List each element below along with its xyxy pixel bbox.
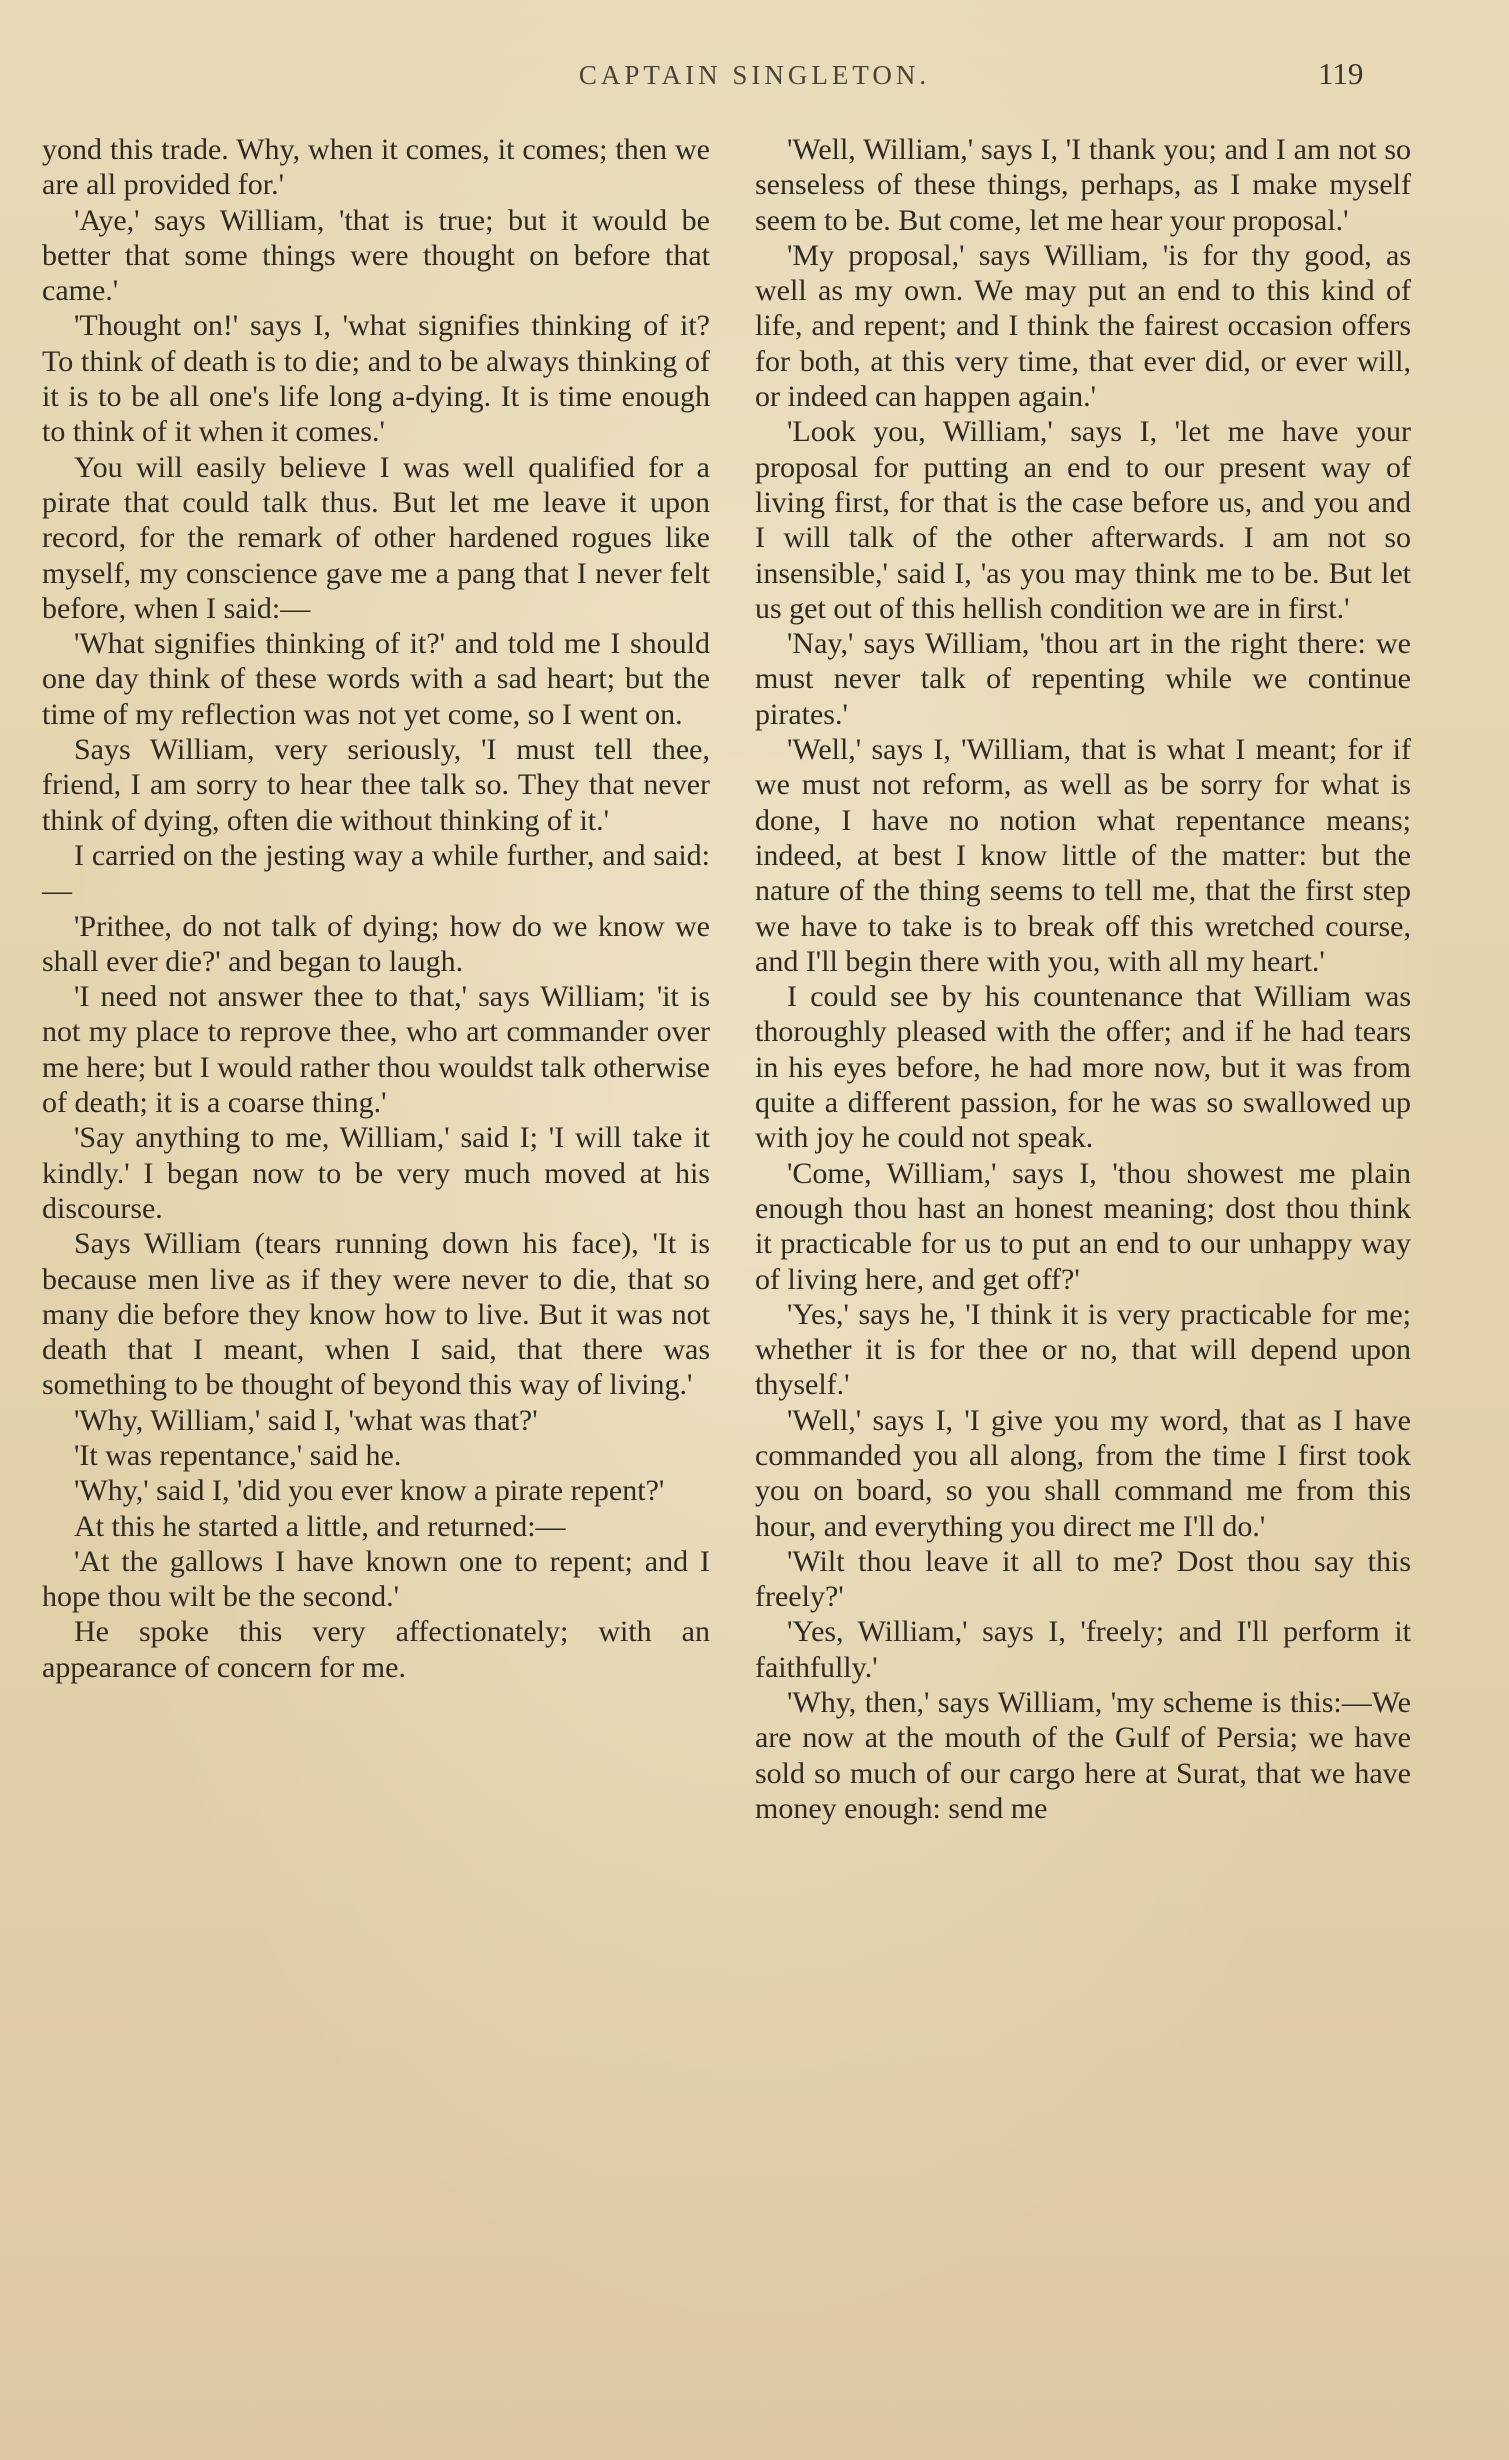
paragraph: You will easily believe I was well qualified for a pirate that could talk thus. But let me leave it upon record, for the remark of other hardened rogues like myself, my conscience gave me a pang that I never felt before, when I said:— — [42, 450, 710, 625]
paragraph: 'Why, William,' said I, 'what was that?' — [74, 1403, 538, 1437]
paragraph: 'I need not answer thee to that,' says William; 'it is not my place to reprove thee, who art commander over me here; but I would rather thou wouldst talk otherwise of death; it is a coarse thing.' — [42, 980, 710, 1120]
paragraph: 'Well,' says I, 'William, that is what I meant; for if we must not reform, as well as be sorry for what is done, I have no notion what repentance means; indeed, at best I know little of the matter: but the nature of the thing seems to tell me, that the first step we have to take is to break off this wretched course, and I'll begin there with you, with all my heart.' — [755, 733, 1411, 978]
paragraph: 'Come, William,' says I, 'thou showest me plain enough thou hast an honest meaning; dost thou think it practicable for us to put an end to our unhappy way of living here, and get off?' — [755, 1156, 1411, 1296]
paragraph: 'Yes, William,' says I, 'freely; and I'll perform it faithfully.' — [755, 1615, 1411, 1684]
paragraph: 'Thought on!' says I, 'what signifies thinking of it? To think of death is to die; and to be always thinking of it is to be all one's life long a-dying. It is time enough to think of it when it comes.' — [42, 309, 710, 449]
paragraph: 'My proposal,' says William, 'is for thy good, as well as my own. We may put an end to this kind of life, and repent; and I think the fairest occasion offers for both, at this very time, that ever did, or ever will, or indeed can happen again.' — [755, 238, 1411, 414]
paragraph: 'Aye,' says William, 'that is true; but it would be better that some things were thought on before that came.' — [42, 203, 710, 308]
paragraph: 'What signifies thinking of it?' and told me I should one day think of these words with a sad heart; but the time of my reflection was not yet come, so I went on. — [42, 627, 710, 731]
paragraph: 'It was repentance,' said he. — [74, 1438, 402, 1472]
paragraph: 'Look you, William,' says I, 'let me have your proposal for putting an end to our present way of living first, for that is the case before us, and you and I will talk of the other afterwards. I am not so insensible,' said I, 'as you may think me to be. But let us get out of this hellish condition we are in first.' — [755, 415, 1411, 625]
right-column — [755, 132, 1411, 1826]
page-number: 119 — [1318, 56, 1364, 91]
paragraph: 'Why, then,' says William, 'my scheme is this:—We are now at the mouth of the Gulf of Persia; we have sold so much of our cargo here at Surat, that we have money enough: send me — [755, 1686, 1411, 1825]
running-title: CAPTAIN SINGLETON. — [578, 60, 931, 90]
paragraph: 'Nay,' says William, 'thou art in the right there: we must never talk of repenting while we continue pirates.' — [755, 627, 1411, 731]
paragraph: At this he started a little, and returned:— — [74, 1509, 566, 1543]
paragraph: 'Say anything to me, William,' said I; 'I will take it kindly.' I began now to be very much moved at his discourse. — [42, 1121, 710, 1225]
paragraph: 'Wilt thou leave it all to me? Dost thou say this freely?' — [755, 1544, 1411, 1614]
paragraph: Says William, very seriously, 'I must tell thee, friend, I am sorry to hear thee talk so. They that never think of dying, often die without thinking of it.' — [42, 733, 710, 837]
paragraph: 'Why,' said I, 'did you ever know a pirate repent?' — [74, 1474, 665, 1508]
paragraph: I could see by his countenance that William was thoroughly pleased with the offer; and if he had tears in his eyes before, he had more now, but it was from quite a different passion, for he was so swallowed up with joy he could not speak. — [755, 980, 1411, 1155]
paragraph: 'Well, William,' says I, 'I thank you; and I am not so senseless of these things, perhaps, as I make myself seem to be. But come, let me hear your proposal.' — [755, 133, 1411, 237]
paragraph: 'Yes,' says he, 'I think it is very practicable for me; whether it is for thee or no, that will depend upon thyself.' — [755, 1297, 1411, 1402]
paragraph: yond this trade. Why, when it comes, it comes; then we are all provided for.' — [42, 133, 710, 202]
left-column — [42, 132, 710, 1685]
paragraph: I carried on the jesting way a while further, and said:— — [42, 838, 710, 908]
paragraph: 'At the gallows I have known one to repent; and I hope thou wilt be the second.' — [42, 1544, 710, 1614]
paragraph: 'Prithee, do not talk of dying; how do we know we shall ever die?' and began to laugh. — [42, 909, 710, 978]
paragraph: 'Well,' says I, 'I give you my word, that as I have commanded you all along, from the time I first took you on board, so you shall command me from this hour, and everything you direct me I'll do.' — [755, 1403, 1411, 1543]
paragraph: Says William (tears running down his face), 'It is because men live as if they were never to die, that so many die before they know how to live. But it was not death that I meant, when I said, that there was something to be thought of beyond this way of living.' — [42, 1227, 710, 1402]
paragraph: He spoke this very affectionately; with an appearance of concern for me. — [42, 1615, 710, 1684]
